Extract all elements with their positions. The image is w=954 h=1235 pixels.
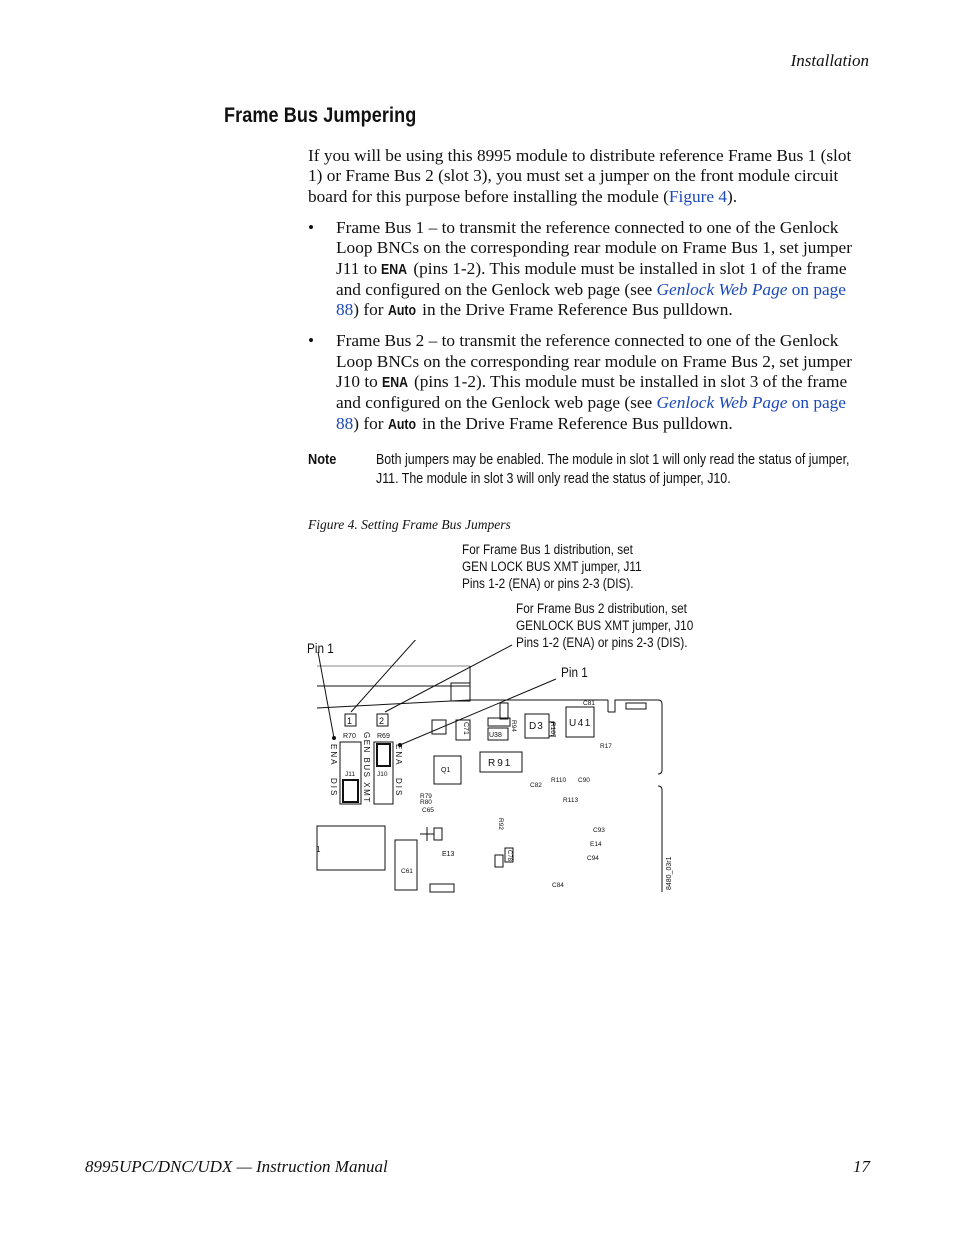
section-title: Frame Bus Jumpering: [224, 104, 417, 127]
component-label: R69: [377, 733, 390, 740]
callout-line: For Frame Bus 2 distribution, set: [516, 601, 687, 616]
bullet-text: in the Drive Frame Reference Bus pulldown.: [417, 300, 733, 320]
bullet-text: Frame Bus 2 – to transmit the reference connected to one of the Genlock Loop BNCs on the corresponding rear module on Frame Bus 2, set jumper J10 to: [336, 331, 852, 392]
pin-number-label: 2: [379, 716, 385, 726]
page-88-link[interactable]: on page 88: [336, 279, 846, 320]
ena-keyword: ENA: [382, 375, 409, 392]
callout-frame-bus-1: [462, 541, 642, 592]
component-label: C61: [401, 868, 413, 875]
figure-4-link[interactable]: Figure 4: [668, 186, 727, 206]
intro-text: If you will be using this 8995 module to distribute reference Frame Bus 1 (slot 1) or Frame Bus 2 (slot 3), you must set a jumper on the front module circuit board for this purpose before installing the module (: [308, 146, 852, 206]
pin-number-label: 1: [347, 716, 353, 726]
component-label: R94: [510, 720, 517, 732]
component-label: C90: [578, 777, 590, 784]
bullet-frame-bus-2: [308, 331, 870, 434]
component-label: E14: [590, 841, 602, 848]
drawing-id: 8480_03r1: [666, 856, 673, 890]
component-label: C65: [422, 807, 434, 814]
pin1-right-label: Pin 1: [561, 665, 588, 680]
intro-paragraph: [308, 146, 870, 207]
component-label: Q1: [441, 767, 451, 774]
component-label: E13: [442, 851, 455, 858]
component-label: R80: [420, 799, 432, 806]
jumper-label-j10: J10: [377, 771, 388, 778]
component-label: U38: [489, 732, 502, 739]
genlock-web-page-link[interactable]: Genlock Web Page: [656, 279, 788, 299]
jumper-label-j11: J11: [345, 771, 355, 778]
component-label: C94: [587, 855, 599, 862]
page-88-link[interactable]: on page 88: [336, 393, 846, 433]
callout-line: Pins 1-2 (ENA) or pins 2-3 (DIS).: [462, 576, 634, 591]
component-label: C81: [583, 700, 595, 707]
bullet-text: ) for: [353, 300, 388, 320]
bullet-marker: •: [308, 331, 315, 351]
component-label: R70: [343, 733, 356, 740]
component-label: C93: [593, 827, 605, 834]
component-label: R17: [600, 743, 612, 750]
figure-caption: Figure 4. Setting Frame Bus Jumpers: [308, 517, 511, 532]
bullet-text: Frame Bus 1 – to transmit the reference connected to one of the Genlock Loop BNCs on the corresponding rear module on Frame Bus 1, set jumper J11 to: [336, 218, 852, 278]
component-label: C71: [462, 722, 469, 735]
ena-label: ENA: [329, 744, 338, 767]
circuit-board-diagram: [300, 640, 680, 895]
footer-page-number: 17: [853, 1157, 870, 1176]
component-label: C82: [530, 782, 542, 789]
ena-keyword: ENA: [381, 261, 408, 278]
bullet-text: ) for: [353, 413, 388, 433]
component-label: R91: [488, 758, 513, 769]
callout-line: Pins 1-2 (ENA) or pins 2-3 (DIS).: [516, 635, 688, 650]
component-label: R113: [563, 797, 579, 804]
callout-line: GENLOCK BUS XMT jumper, J10: [516, 618, 694, 633]
component-label: 1: [316, 845, 321, 854]
component-label: U41: [569, 718, 592, 729]
bullet-text: in the Drive Frame Reference Bus pulldown.: [417, 413, 733, 433]
auto-keyword: Auto: [387, 416, 416, 433]
callout-line: For Frame Bus 1 distribution, set: [462, 542, 633, 557]
bullet-marker: •: [308, 218, 315, 237]
running-header: Installation: [790, 51, 869, 70]
intro-end: ).: [727, 186, 738, 206]
component-label: R110: [551, 777, 567, 784]
bullet-text: (pins 1-2). This module must be installed in slot 3 of the frame and configured on the Genlock web page (see: [336, 372, 848, 413]
footer-manual-title: 8995UPC/DNC/UDX — Instruction Manual: [85, 1157, 388, 1176]
dis-label: DIS: [329, 778, 338, 798]
genlock-web-page-link[interactable]: Genlock Web Page: [656, 393, 788, 413]
bullet-list: [308, 218, 870, 445]
component-label: C78: [506, 850, 512, 862]
component-label: R107: [549, 722, 556, 738]
callout-line: GEN LOCK BUS XMT jumper, J11: [462, 559, 642, 574]
pin1-left-label: Pin 1: [307, 641, 334, 656]
note-text: Both jumpers may be enabled. The module in slot 1 will only read the status of jumper, J11. The module in slot 3 will only read the status of jumper, J10.: [376, 452, 850, 487]
ena-label: ENA: [394, 744, 403, 767]
note-label: Note: [308, 451, 337, 468]
bullet-frame-bus-1: [308, 218, 870, 321]
component-label: C84: [552, 882, 564, 889]
component-label: D3: [529, 721, 544, 732]
auto-keyword: Auto: [387, 303, 416, 320]
dis-label: DIS: [394, 778, 403, 798]
gen-bus-xmt-label: GEN BUS XMT: [362, 732, 371, 804]
bullet-text: (pins 1-2). This module must be installed in slot 1 of the frame and configured on the Genlock web page (see: [336, 258, 847, 299]
component-label: R92: [497, 818, 504, 830]
component-label: R79: [420, 793, 432, 800]
